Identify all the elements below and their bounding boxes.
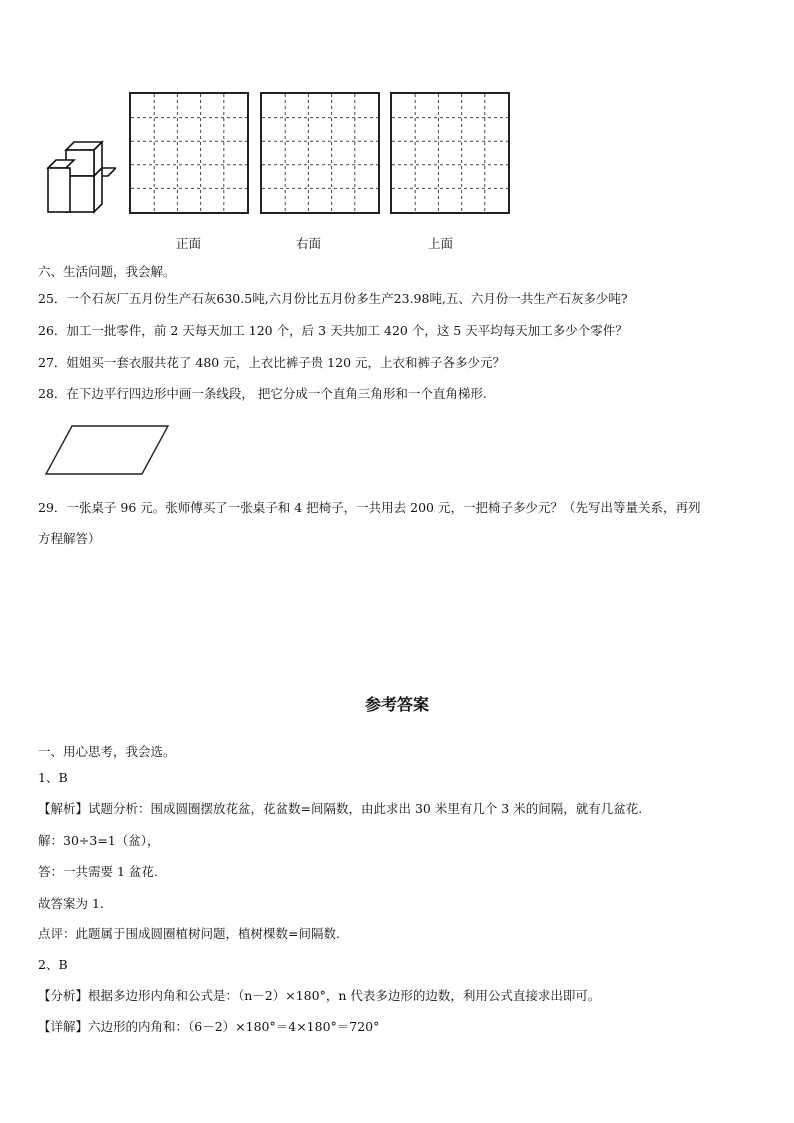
question-29-line1: 29．一张桌子 96 元。张师傅买了一张桌子和 4 把椅子，一共用去 200 元，一把椅子多少元？（先写出等量关系，再列: [38, 500, 701, 515]
answer-2-analysis: 【分析】根据多边形内角和公式是：（n－2）×180°，n 代表多边形的边数，利用公式直接求出即可。: [38, 988, 601, 1003]
answer-1-label: 1、B: [38, 770, 68, 785]
answers-title: 参考答案: [364, 695, 429, 714]
caption-right: 右面: [296, 236, 322, 251]
answer-1-analysis: 【解析】试题分析：围成圆圈摆放花盆，花盆数=间隔数，由此求出 30 米里有几个 3 米的间隔，就有几盆花.: [38, 801, 643, 816]
answer-1-answer: 答：一共需要 1 盆花.: [38, 864, 158, 879]
question-29-line2: 方程解答）: [38, 531, 101, 546]
cube-stack-figure: [44, 140, 116, 216]
right-view-grid[interactable]: [260, 92, 380, 214]
front-view-grid[interactable]: [129, 92, 249, 214]
answer-1-conclusion: 故答案为 1.: [38, 896, 104, 911]
answer-2-detail: 【详解】六边形的内角和：（6－2）×180°＝4×180°＝720°: [38, 1019, 380, 1034]
caption-top: 上面: [428, 236, 454, 251]
answers-section1-heading: 一、用心思考，我会选。: [38, 744, 176, 759]
answer-1-solution: 解：30÷3=1（盆），: [38, 833, 160, 848]
question-25: 25．一个石灰厂五月份生产石灰630.5吨,六月份比五月份多生产23.98吨,五、六月份一共生产石灰多少吨?: [38, 291, 628, 306]
section6-heading: 六、生活问题，我会解。: [38, 264, 176, 279]
question-27: 27．姐姐买一套衣服共花了 480 元，上衣比裤子贵 120 元，上衣和裤子各多少元？: [38, 355, 506, 370]
top-view-grid[interactable]: [390, 92, 510, 214]
answer-1-comment: 点评：此题属于围成圆圈植树问题，植树棵数=间隔数.: [38, 926, 340, 941]
answer-2-label: 2、B: [38, 957, 68, 972]
parallelogram-figure[interactable]: [44, 424, 172, 478]
caption-front: 正面: [176, 236, 202, 251]
question-26: 26．加工一批零件，前 2 天每天加工 120 个，后 3 天共加工 420 个，这 5 天平均每天加工多少个零件？: [38, 323, 628, 338]
question-28: 28．在下边平行四边形中画一条线段， 把它分成一个直角三角形和一个直角梯形.: [38, 386, 487, 401]
